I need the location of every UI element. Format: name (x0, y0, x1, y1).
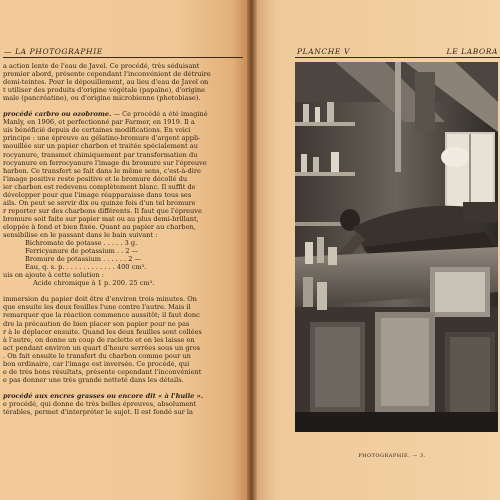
text-line (3, 392, 243, 400)
text-line (3, 167, 243, 175)
text-run: remarquer que la réaction commence aussitôt; il faut donc (3, 311, 200, 320)
text-line (3, 199, 243, 207)
text-line (3, 263, 243, 271)
text-line (3, 134, 243, 142)
text-run: demi-teintes. Pour le dépouillement, au lieu d'eau de Javel on (3, 78, 209, 87)
text-line (3, 142, 243, 150)
text-line (3, 207, 243, 215)
text-line (3, 311, 243, 319)
text-line (3, 255, 243, 263)
text-run: dre la précaution de bien placer son papier pour ne pas (3, 319, 190, 328)
text-run: Bromure de potassium . . . . . . 2 — (25, 255, 142, 264)
text-run: uis bénéficié depuis de certaines modifications. En voici (3, 126, 191, 135)
plate-number: PLANCHE V (297, 47, 350, 56)
text-run: térables, permet d'interpréter le sujet. Il est fondé sur la (3, 408, 193, 417)
left-running-head: — LA PHOTOGRAPHIE (4, 47, 103, 56)
text-line (3, 94, 243, 102)
text-run: eloppée à fond et bien fixée. Quant au papier au charbon, (3, 222, 196, 231)
left-body-text (3, 62, 243, 416)
text-run: . On fait ensuite le transfert du charbon comme pour un (3, 351, 191, 360)
text-run: principe : une épreuve au gélatino-bromure d'argent appli- (3, 134, 201, 143)
text-line (3, 215, 243, 223)
text-run: ails. On peut se servir dix ou quinze fois d'un tel bromure (3, 198, 196, 207)
text-run: e procédé, qui donne de très belles épreuves, absolument (3, 399, 197, 408)
section-heading: procédé carbro ou ozobrome. (3, 110, 112, 119)
text-line (3, 368, 243, 376)
text-run: r à le déplacer ensuite. Quand les deux feuilles sont collées (3, 327, 202, 336)
text-run: male (pancréatine), ou d'origine microbienne (photobiase). (3, 94, 201, 103)
text-run: uis on ajoute à cette solution : (3, 271, 104, 280)
right-running-head: LE LABORA (446, 47, 498, 56)
left-header-rule (3, 57, 243, 58)
text-line (3, 86, 243, 94)
right-page (257, 0, 500, 500)
text-line (3, 344, 243, 352)
text-run: l'image positive reste positive et le bromure décollé du (3, 174, 188, 183)
text-run: rocyanure en ferrocyanure l'image du bromure sur l'épreuve (3, 158, 207, 167)
text-line (3, 191, 243, 199)
text-line (3, 231, 243, 239)
text-line (3, 320, 243, 328)
text-run: Acide chromique à 1 p. 200. 25 cm³. (33, 279, 155, 288)
text-line (3, 126, 243, 134)
text-run: Eau, q. s. p. . . . . . . . . . . . . 400 cm³. (25, 263, 147, 272)
text-line (3, 102, 243, 110)
text-line (3, 110, 243, 118)
text-run: — Ce procédé a été imaginé (111, 110, 208, 119)
section-heading: procédé aux encres grasses ou encore dit « à l'huile ». (3, 391, 204, 400)
book-gutter (247, 0, 257, 500)
text-line (3, 175, 243, 183)
text-line (3, 247, 243, 255)
text-run: développer pour que l'image réapparaisse dans tous ses (3, 190, 192, 199)
text-run: premier abord, présente cependant l'inconvénient de détruire (3, 70, 211, 79)
text-line (3, 78, 243, 86)
text-line (3, 336, 243, 344)
text-line (3, 360, 243, 368)
text-run: t utiliser des produits d'origine végétale (papaïne), d'origine (3, 86, 206, 95)
text-line (3, 70, 243, 78)
text-line (3, 328, 243, 336)
text-line (3, 271, 243, 279)
text-run: Bichromate de potasse . . . . . 3 g. (25, 239, 138, 248)
laboratory-photograph (295, 62, 498, 432)
text-run: r reporter sur des charbons différents. Il faut que l'épreuve (3, 206, 202, 215)
text-run: bromure soit faite sur papier mat ou au plus demi-brillant, (3, 214, 199, 223)
text-line (3, 384, 243, 392)
text-line (3, 159, 243, 167)
text-line (3, 183, 243, 191)
text-run: bon ordinaire, car l'image est inversée. Ce procédé, qui (3, 359, 190, 368)
text-line (3, 151, 243, 159)
text-run: ier charbon est redevenu complètement blanc. Il suffit de (3, 182, 196, 191)
text-line (3, 287, 243, 295)
text-run: mouillée sur un papier charbon et traitée spécialement au (3, 142, 198, 151)
text-line (3, 408, 243, 416)
text-run: que ensuite les deux feuilles l'une contre l'autre. Mais il (3, 303, 191, 312)
right-header-rule (295, 57, 500, 58)
page-caption: PHOTOGRAPHIE. — 3. (358, 453, 426, 459)
text-run: immersion du papier doit être d'environ trois minutes. On (3, 295, 197, 304)
text-line (3, 303, 243, 311)
text-line (3, 279, 243, 287)
text-line (3, 352, 243, 360)
text-run: harbon. Ce transfert se fait dans le même sens, c'est-à-dire (3, 166, 201, 175)
text-line (3, 376, 243, 384)
text-run: Ferricyanure de potassium . . 2 — (25, 247, 139, 256)
text-line (3, 62, 243, 70)
text-line (3, 400, 243, 408)
text-line (3, 223, 243, 231)
text-run: a action lente de l'eau de Javel. Ce procédé, très séduisant (3, 62, 200, 70)
text-run: à l'autre, on donne un coup de raclette et on les laisse en (3, 335, 195, 344)
text-run: rocyanure, transmet chimiquement par transformation du (3, 150, 198, 159)
text-run: e de très bons résultats, présente cependant l'inconvénient (3, 367, 202, 376)
text-line (3, 295, 243, 303)
text-run: sensibilise en le passant dans le bain suivant : (3, 230, 158, 239)
text-run: e pas donner une très grande netteté dans les détails. (3, 375, 184, 384)
left-page (0, 0, 247, 500)
text-line (3, 239, 243, 247)
text-run: Manly, en 1906, et perfectionné par Farmer, en 1919. Il a (3, 118, 195, 127)
text-line (3, 118, 243, 126)
text-run: act pendant environ un quart d'heure serrées sous un gros (3, 343, 201, 352)
